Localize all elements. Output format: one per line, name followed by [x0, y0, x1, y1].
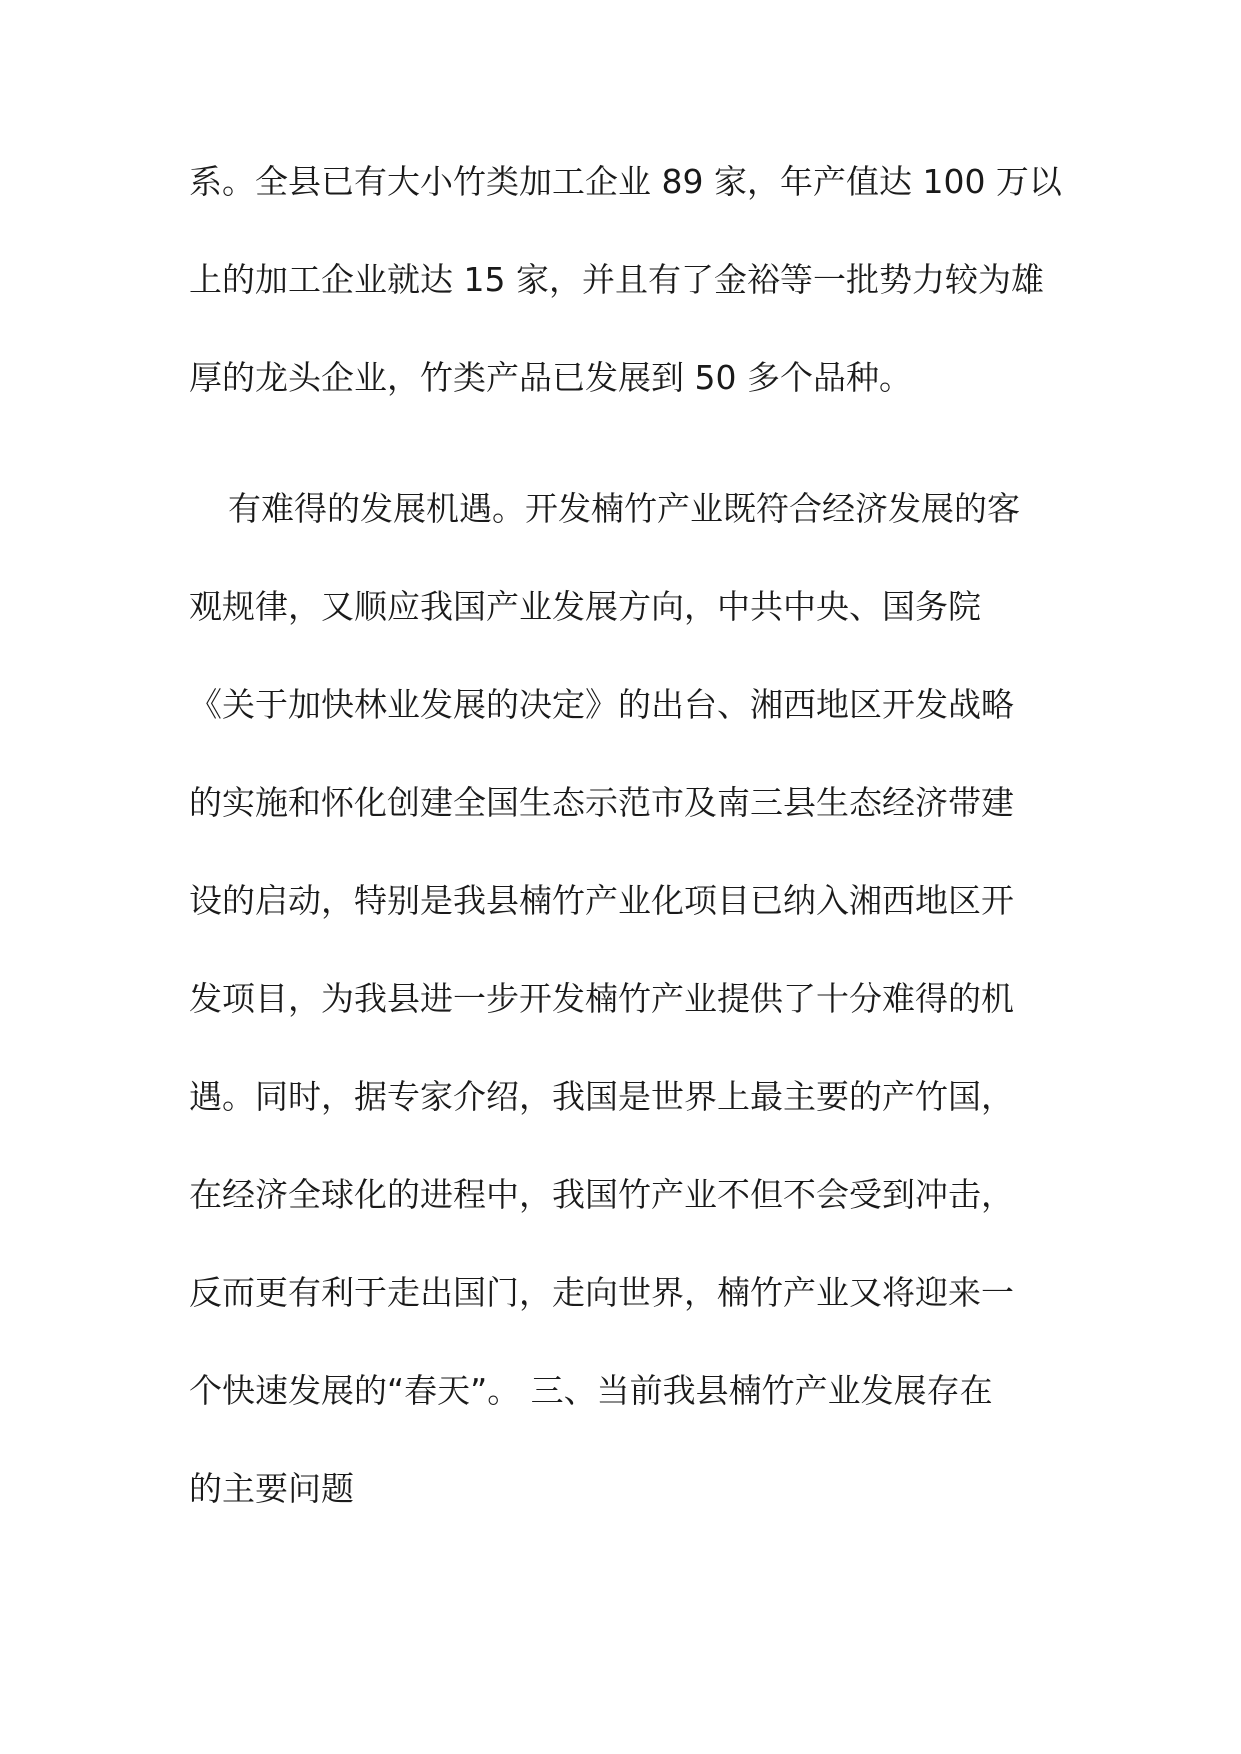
paragraph-line: 上的加工企业就达 15 家，并且有了金裕等一批势力较为雄: [189, 260, 1044, 299]
paragraph-line: 设的启动，特别是我县楠竹产业化项目已纳入湘西地区开: [189, 881, 1014, 920]
paragraph-line: 系。全县已有大小竹类加工企业 89 家，年产值达 100 万以: [189, 162, 1062, 201]
paragraph-line: 有难得的发展机遇。开发楠竹产业既符合经济发展的客: [228, 489, 1020, 528]
paragraph-line: 个快速发展的“春天”。 三、当前我县楠竹产业发展存在: [189, 1371, 993, 1410]
paragraph-line: 观规律，又顺应我国产业发展方向，中共中央、国务院: [189, 587, 981, 626]
paragraph-line: 反而更有利于走出国门，走向世界，楠竹产业又将迎来一: [189, 1273, 1014, 1312]
section-heading-line: 的主要问题: [189, 1469, 354, 1508]
paragraph-line: 厚的龙头企业，竹类产品已发展到 50 多个品种。: [189, 358, 912, 397]
paragraph-line: 在经济全球化的进程中，我国竹产业不但不会受到冲击，: [189, 1175, 1014, 1214]
paragraph-line: 遇。同时，据专家介绍，我国是世界上最主要的产竹国，: [189, 1077, 1014, 1116]
paragraph-line: 《关于加快林业发展的决定》的出台、湘西地区开发战略: [189, 685, 1014, 724]
paragraph-line: 的实施和怀化创建全国生态示范市及南三县生态经济带建: [189, 783, 1014, 822]
paragraph-line: 发项目，为我县进一步开发楠竹产业提供了十分难得的机: [189, 979, 1014, 1018]
